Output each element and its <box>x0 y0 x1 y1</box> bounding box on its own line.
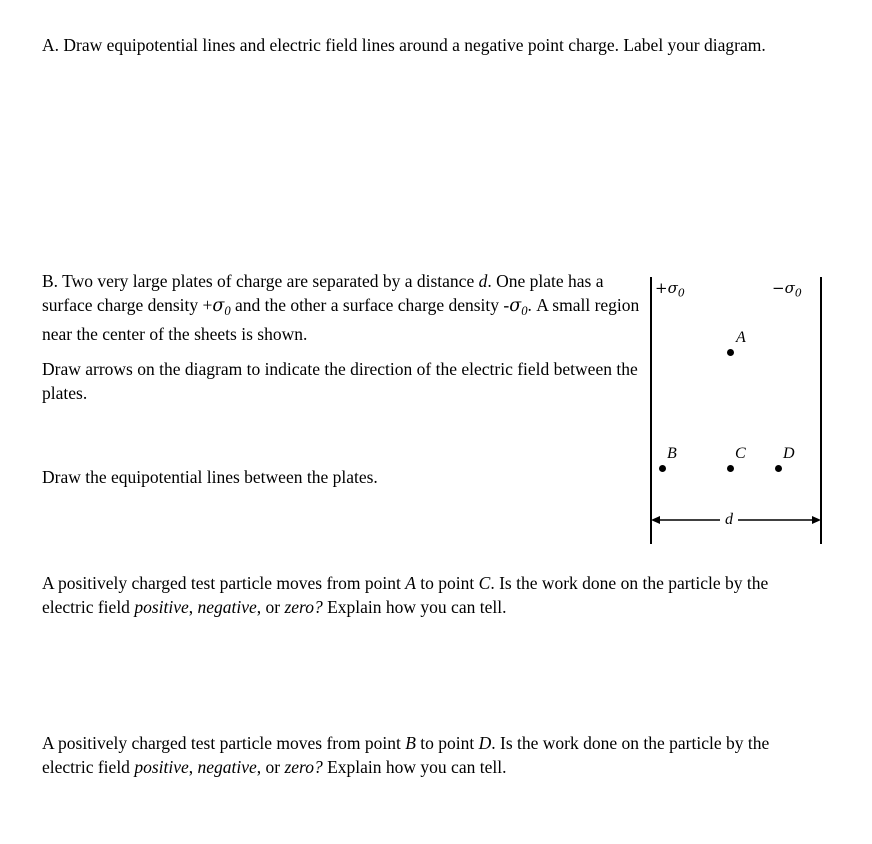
q1-text-1: A positively charged test particle moves from point <box>42 573 406 593</box>
section-a-prompt: A. Draw equipotential lines and electric field lines around a negative point charge. Label your diagram. <box>42 35 766 55</box>
q2-sep-1: , <box>188 756 198 777</box>
q2-option-negative: negative <box>197 756 257 777</box>
q2-text-2: to point <box>415 733 479 753</box>
q2-text-1: A positively charged test particle moves from point <box>42 733 406 753</box>
q2-option-positive: positive <box>134 756 189 777</box>
section-b-text-1: B. Two very large plates of charge are separated by a distance <box>42 271 479 291</box>
q2-sep-2: , or <box>256 756 285 777</box>
left-plate-sign: + <box>655 279 668 297</box>
parallel-plate-capacitor-diagram <box>636 266 836 556</box>
left-plate-line <box>650 277 652 544</box>
q1-text-4: Explain how you can tell. <box>322 596 507 617</box>
q2-start-point: B <box>405 733 416 753</box>
q1-option-zero: zero? <box>284 596 323 617</box>
point-c-label: C <box>735 445 746 462</box>
right-plate-sign: − <box>772 279 785 297</box>
left-plate-sigma: σ <box>667 279 678 297</box>
sigma-positive-subscript: 0 <box>224 303 231 318</box>
left-plate-charge-label <box>655 279 685 299</box>
q1-sep-1: , <box>188 596 198 617</box>
q2-text-4: Explain how you can tell. <box>322 756 507 777</box>
distance-symbol: d <box>478 271 488 291</box>
section-b-text-4: . A small region near the center of the sheets is shown. <box>42 294 640 345</box>
question-a-to-c <box>42 572 817 619</box>
sigma-negative-subscript: 0 <box>521 303 528 318</box>
section-b-prompt <box>42 270 642 347</box>
q2-option-zero: zero? <box>284 756 323 777</box>
right-plate-charge-label <box>772 279 802 299</box>
point-a-dot <box>727 349 734 356</box>
left-plate-subscript: 0 <box>677 286 685 300</box>
q2-end-point: D <box>478 733 492 753</box>
question-b-to-d <box>42 732 817 779</box>
distance-d-label: d <box>720 511 738 529</box>
instruction-draw-equipotential-lines: Draw the equipotential lines between the plates. <box>42 467 378 487</box>
q1-text-3: . Is the work done on the particle by the electric field <box>42 573 769 617</box>
right-plate-subscript: 0 <box>794 286 802 300</box>
point-b-label: B <box>667 445 677 462</box>
sigma-positive-symbol: σ <box>212 295 225 316</box>
point-b-dot <box>659 465 666 472</box>
right-plate-line <box>820 277 822 544</box>
q1-text-2: to point <box>415 573 479 593</box>
point-c-dot <box>727 465 734 472</box>
right-plate-sigma: σ <box>784 279 795 297</box>
q2-text-3: . Is the work done on the particle by the electric field <box>42 733 770 777</box>
section-b-text-2: . One plate has a surface charge density + <box>42 271 604 315</box>
q1-start-point: A <box>405 573 416 593</box>
q1-option-negative: negative <box>197 596 257 617</box>
sigma-negative-symbol: σ <box>509 295 522 316</box>
q1-sep-2: , or <box>256 596 285 617</box>
section-b-text-3: and the other a surface charge density - <box>230 294 510 315</box>
q1-end-point: C <box>478 573 491 593</box>
point-d-label: D <box>783 445 795 462</box>
point-d-dot <box>775 465 782 472</box>
instruction-draw-field-arrows: Draw arrows on the diagram to indicate the direction of the electric field between the plates. <box>42 359 638 403</box>
q1-option-positive: positive <box>134 596 189 617</box>
point-a-label: A <box>736 329 746 346</box>
